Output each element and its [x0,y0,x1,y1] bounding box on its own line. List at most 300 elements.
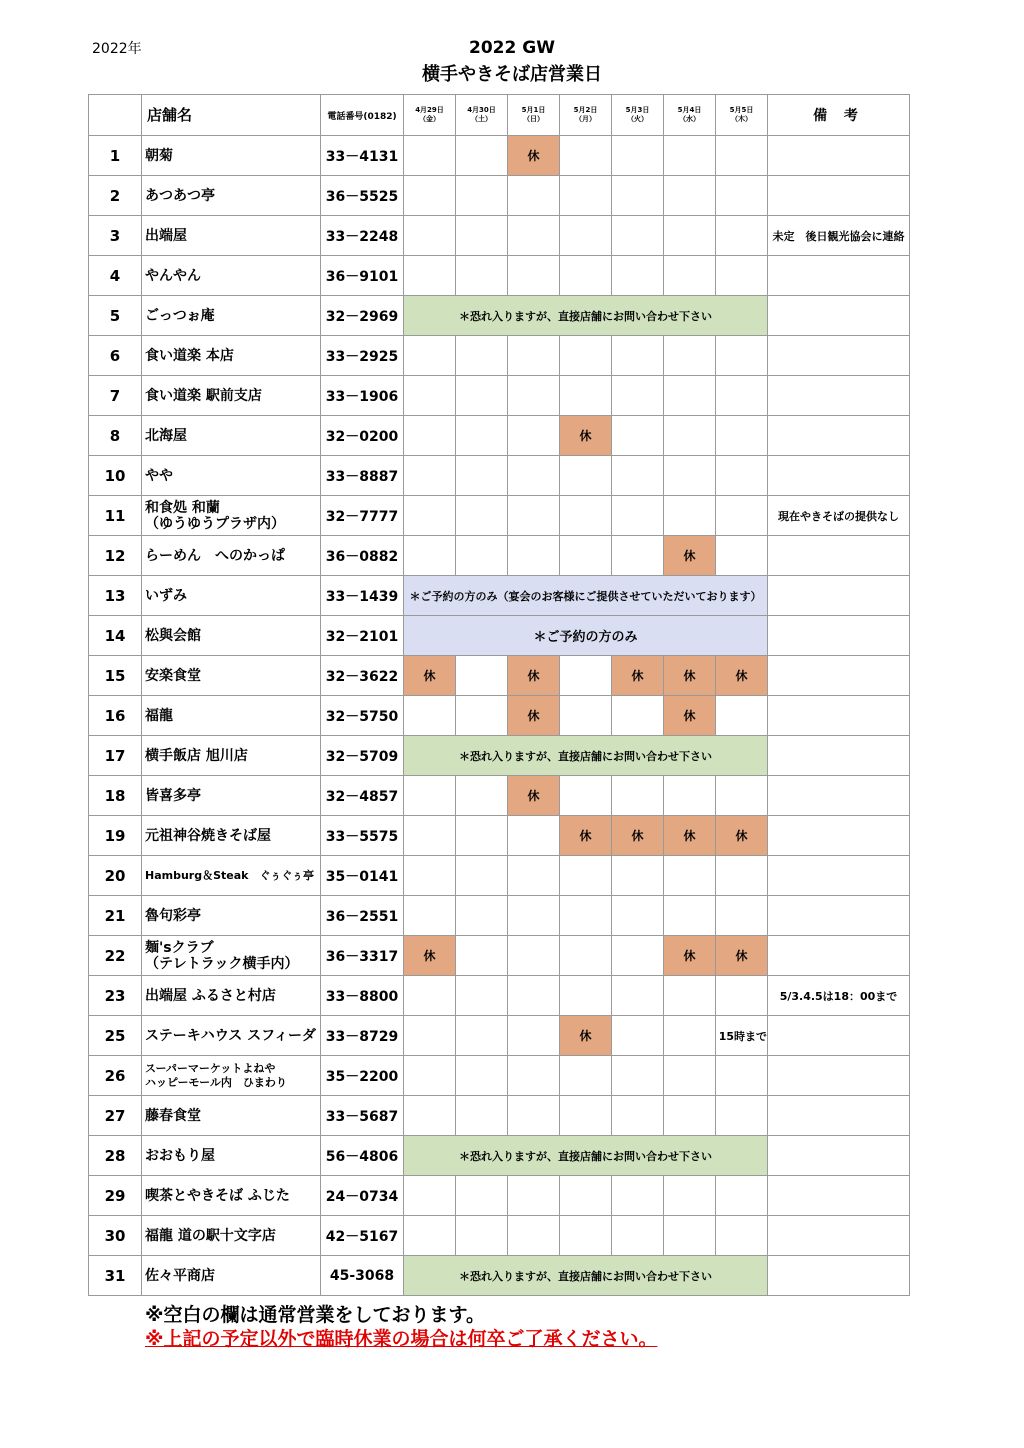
table-row [89,696,910,736]
day-cell [404,376,456,416]
day-cell [612,696,664,736]
day-cell [404,1056,456,1096]
store-phone: 32－4857 [321,776,404,816]
store-name: 北海屋 [142,416,321,456]
closed-cell: 休 [560,816,612,856]
header-row [89,95,910,136]
store-name: ステーキハウス スフィーダ [142,1016,321,1056]
row-number: 20 [89,856,142,896]
row-number: 27 [89,1096,142,1136]
store-name: 松與会館 [142,616,321,656]
store-phone: 35－2200 [321,1056,404,1096]
day-cell [560,1216,612,1256]
store-note [768,816,910,856]
day-cell [508,816,560,856]
day-cell [612,976,664,1016]
store-note [768,1216,910,1256]
store-name: 出端屋 ふるさと村店 [142,976,321,1016]
day-cell [716,176,768,216]
store-name: Hamburg＆Steak ぐぅぐぅ亭 [142,856,321,896]
row-number: 26 [89,1056,142,1096]
day-cell [404,1176,456,1216]
store-phone: 33－8800 [321,976,404,1016]
day-cell [404,696,456,736]
day-cell [612,456,664,496]
day-cell [508,1176,560,1216]
day-cell [560,216,612,256]
store-phone: 45-3068 [321,1256,404,1296]
store-name: 元祖神谷焼きそば屋 [142,816,321,856]
store-name: いずみ [142,576,321,616]
table-row [89,536,910,576]
table-row [89,856,910,896]
store-name: 朝菊 [142,136,321,176]
closed-cell: 休 [716,816,768,856]
store-note [768,576,910,616]
day-cell [404,1016,456,1056]
day-cell [508,856,560,896]
row-number: 4 [89,256,142,296]
row-number: 31 [89,1256,142,1296]
store-phone: 32－2101 [321,616,404,656]
day-cell [716,136,768,176]
store-phone: 33－4131 [321,136,404,176]
day-cell [664,1096,716,1136]
day-cell [560,496,612,536]
inquiry-span: ＊ご予約の方のみ [404,616,768,656]
store-note [768,856,910,896]
table-row [89,176,910,216]
store-name: 出端屋 [142,216,321,256]
table-row [89,976,910,1016]
header-note: 備 考 [768,95,910,136]
day-cell [716,336,768,376]
store-note: 5/3.4.5は18：00まで [768,976,910,1016]
day-cell [508,1056,560,1096]
day-cell [508,376,560,416]
store-name: 福龍 道の駅十文字店 [142,1216,321,1256]
table-row [89,736,910,776]
day-cell [456,936,508,976]
header-day: 4月29日 （金） [404,95,456,136]
row-number: 5 [89,296,142,336]
store-name: やんやん [142,256,321,296]
row-number: 19 [89,816,142,856]
day-cell [508,936,560,976]
day-cell [404,176,456,216]
row-number: 29 [89,1176,142,1216]
closed-cell: 休 [404,936,456,976]
day-cell [664,376,716,416]
store-name: 藤春食堂 [142,1096,321,1136]
store-note [768,736,910,776]
header-day: 5月5日 （木） [716,95,768,136]
store-note: 未定 後日観光協会に連絡 [768,216,910,256]
store-note [768,1016,910,1056]
table-row [89,1016,910,1056]
day-cell [716,696,768,736]
store-phone: 33－8729 [321,1016,404,1056]
day-cell [664,336,716,376]
table-row [89,416,910,456]
row-number: 23 [89,976,142,1016]
day-cell [664,256,716,296]
row-number: 14 [89,616,142,656]
day-cell [664,1176,716,1216]
store-name: おおもり屋 [142,1136,321,1176]
day-cell [716,776,768,816]
day-cell [456,536,508,576]
inquiry-span: ＊恐れ入りますが、直接店舗にお問い合わせ下さい [404,296,768,336]
header-day: 5月2日 （月） [560,95,612,136]
store-phone: 33－1906 [321,376,404,416]
day-cell [508,1216,560,1256]
day-cell [456,256,508,296]
store-note [768,336,910,376]
table-row [89,216,910,256]
day-cell [664,856,716,896]
store-phone: 33－5575 [321,816,404,856]
closed-cell: 休 [716,936,768,976]
store-phone: 33－2248 [321,216,404,256]
day-cell [404,1216,456,1256]
day-cell [664,1016,716,1056]
day-cell [508,536,560,576]
day-cell [456,496,508,536]
day-cell [664,1056,716,1096]
table-row [89,656,910,696]
day-cell [404,776,456,816]
table-row [89,816,910,856]
closed-cell: 休 [612,816,664,856]
store-note [768,296,910,336]
day-cell [404,536,456,576]
day-cell [612,256,664,296]
day-cell [716,976,768,1016]
store-phone: 32－5709 [321,736,404,776]
day-cell [716,256,768,296]
table-row [89,1256,910,1296]
day-cell [612,216,664,256]
table-row [89,896,910,936]
closed-cell: 休 [404,656,456,696]
day-cell [508,976,560,1016]
day-cell [508,456,560,496]
page-subtitle: 横手やきそば店営業日 [422,64,602,85]
day-cell: 15時まで [716,1016,768,1056]
day-cell [560,976,612,1016]
store-name: 食い道楽 本店 [142,336,321,376]
day-cell [560,896,612,936]
store-phone: 32－3622 [321,656,404,696]
store-name: 魯句彩亭 [142,896,321,936]
table-row [89,1136,910,1176]
day-cell [508,256,560,296]
day-cell [508,896,560,936]
day-cell [612,496,664,536]
day-cell [404,496,456,536]
day-cell [560,456,612,496]
store-name: スーパーマーケットよねや ハッピーモール内 ひまわり [142,1056,321,1096]
table-row [89,616,910,656]
store-name: 麺'sクラブ （テレトラック横手内） [142,936,321,976]
day-cell [456,896,508,936]
closed-cell: 休 [664,656,716,696]
day-cell [404,216,456,256]
store-name: ごっつぉ庵 [142,296,321,336]
day-cell [456,1096,508,1136]
store-name: 安楽食堂 [142,656,321,696]
day-cell [664,976,716,1016]
row-number: 10 [89,456,142,496]
day-cell [560,696,612,736]
day-cell [612,336,664,376]
day-cell [456,696,508,736]
row-number: 17 [89,736,142,776]
day-cell [456,1176,508,1216]
closed-cell: 休 [508,696,560,736]
store-phone: 36－5525 [321,176,404,216]
day-cell [664,136,716,176]
store-note [768,256,910,296]
day-cell [664,416,716,456]
row-number: 25 [89,1016,142,1056]
table-row [89,296,910,336]
row-number: 2 [89,176,142,216]
day-cell [560,1096,612,1136]
day-cell [560,376,612,416]
inquiry-span: ＊恐れ入りますが、直接店舗にお問い合わせ下さい [404,1136,768,1176]
day-cell [612,136,664,176]
day-cell [508,1016,560,1056]
day-cell [456,1016,508,1056]
table-row [89,456,910,496]
day-cell [612,376,664,416]
day-cell [716,536,768,576]
day-cell [716,1216,768,1256]
day-cell [664,496,716,536]
day-cell [508,1096,560,1136]
row-number: 11 [89,496,142,536]
day-cell [508,176,560,216]
closed-cell: 休 [560,416,612,456]
table-row [89,136,910,176]
day-cell [456,456,508,496]
store-note [768,376,910,416]
day-cell [560,336,612,376]
row-number: 22 [89,936,142,976]
table-row [89,376,910,416]
day-cell [716,456,768,496]
table-row [89,1096,910,1136]
store-note [768,456,910,496]
header-day: 5月1日 （日） [508,95,560,136]
schedule-table [88,94,910,1296]
day-cell [716,1056,768,1096]
day-cell [664,1216,716,1256]
day-cell [560,136,612,176]
day-cell [664,776,716,816]
row-number: 15 [89,656,142,696]
day-cell [456,136,508,176]
day-cell [508,416,560,456]
day-cell [456,1056,508,1096]
day-cell [456,816,508,856]
row-number: 7 [89,376,142,416]
day-cell [612,416,664,456]
store-name: あつあつ亭 [142,176,321,216]
store-phone: 24－0734 [321,1176,404,1216]
store-phone: 32－7777 [321,496,404,536]
day-cell [404,1096,456,1136]
day-cell [560,1056,612,1096]
day-cell [560,656,612,696]
day-cell [456,216,508,256]
row-number: 1 [89,136,142,176]
day-cell [612,536,664,576]
day-cell [612,1176,664,1216]
day-cell [560,856,612,896]
store-name: 福龍 [142,696,321,736]
store-note [768,176,910,216]
store-name: やや [142,456,321,496]
row-number: 16 [89,696,142,736]
row-number: 30 [89,1216,142,1256]
table-row [89,1216,910,1256]
row-number: 3 [89,216,142,256]
day-cell [456,776,508,816]
day-cell [560,176,612,216]
row-number: 28 [89,1136,142,1176]
day-cell [664,176,716,216]
row-number: 13 [89,576,142,616]
table-row [89,336,910,376]
day-cell [404,896,456,936]
store-phone: 33－2925 [321,336,404,376]
day-cell [612,176,664,216]
day-cell [456,416,508,456]
row-number: 21 [89,896,142,936]
day-cell [404,456,456,496]
store-phone: 42－5167 [321,1216,404,1256]
schedule-body [89,136,910,1296]
store-phone: 32－5750 [321,696,404,736]
row-number: 12 [89,536,142,576]
day-cell [404,816,456,856]
day-cell [612,936,664,976]
store-phone: 36－2551 [321,896,404,936]
store-note [768,536,910,576]
store-note [768,136,910,176]
day-cell [404,136,456,176]
day-cell [456,976,508,1016]
store-name: 佐々平商店 [142,1256,321,1296]
row-number: 18 [89,776,142,816]
closed-cell: 休 [664,936,716,976]
day-cell [404,336,456,376]
store-note [768,1136,910,1176]
day-cell [404,856,456,896]
store-phone: 32－0200 [321,416,404,456]
day-cell [716,856,768,896]
day-cell [404,976,456,1016]
day-cell [716,216,768,256]
day-cell [612,776,664,816]
day-cell [612,856,664,896]
table-row [89,1056,910,1096]
day-cell [508,496,560,536]
store-phone: 36－0882 [321,536,404,576]
store-phone: 33－1439 [321,576,404,616]
day-cell [716,496,768,536]
header-store-name: 店舗名 [142,95,321,136]
day-cell [716,416,768,456]
day-cell [456,336,508,376]
day-cell [508,216,560,256]
store-note [768,1176,910,1216]
day-cell [612,1096,664,1136]
store-note: 現在やきそばの提供なし [768,496,910,536]
inquiry-span: ＊ご予約の方のみ（宴会のお客様にご提供させていただいております） [404,576,768,616]
store-phone: 56－4806 [321,1136,404,1176]
store-phone: 32－2969 [321,296,404,336]
day-cell [612,1056,664,1096]
footer-note-normal: ※空白の欄は通常営業をしております。 [145,1304,485,1326]
table-row [89,496,910,536]
store-note [768,696,910,736]
day-cell [612,896,664,936]
store-phone: 36－9101 [321,256,404,296]
store-note [768,1256,910,1296]
day-cell [664,456,716,496]
row-number: 8 [89,416,142,456]
day-cell [404,416,456,456]
day-cell [664,896,716,936]
day-cell [664,216,716,256]
day-cell [716,376,768,416]
store-name: 横手飯店 旭川店 [142,736,321,776]
header-day: 5月3日 （火） [612,95,664,136]
store-name: 食い道楽 駅前支店 [142,376,321,416]
store-phone: 36－3317 [321,936,404,976]
store-name: 皆喜多亭 [142,776,321,816]
page-title: 2022 GW [469,38,555,58]
day-cell [456,176,508,216]
header-day: 5月4日 （水） [664,95,716,136]
table-row [89,576,910,616]
store-note [768,896,910,936]
table-row [89,1176,910,1216]
day-cell [560,256,612,296]
inquiry-span: ＊恐れ入りますが、直接店舗にお問い合わせ下さい [404,1256,768,1296]
day-cell [612,1216,664,1256]
store-note [768,1056,910,1096]
header-day: 4月30日 （土） [456,95,508,136]
year-label: 2022年 [92,41,142,57]
store-note [768,776,910,816]
header-phone: 電話番号(0182) [321,95,404,136]
inquiry-span: ＊恐れ入りますが、直接店舗にお問い合わせ下さい [404,736,768,776]
closed-cell: 休 [508,136,560,176]
day-cell [508,336,560,376]
store-phone: 33－8887 [321,456,404,496]
table-row [89,936,910,976]
day-cell [560,936,612,976]
closed-cell: 休 [612,656,664,696]
table-row [89,256,910,296]
day-cell [456,1216,508,1256]
day-cell [456,856,508,896]
